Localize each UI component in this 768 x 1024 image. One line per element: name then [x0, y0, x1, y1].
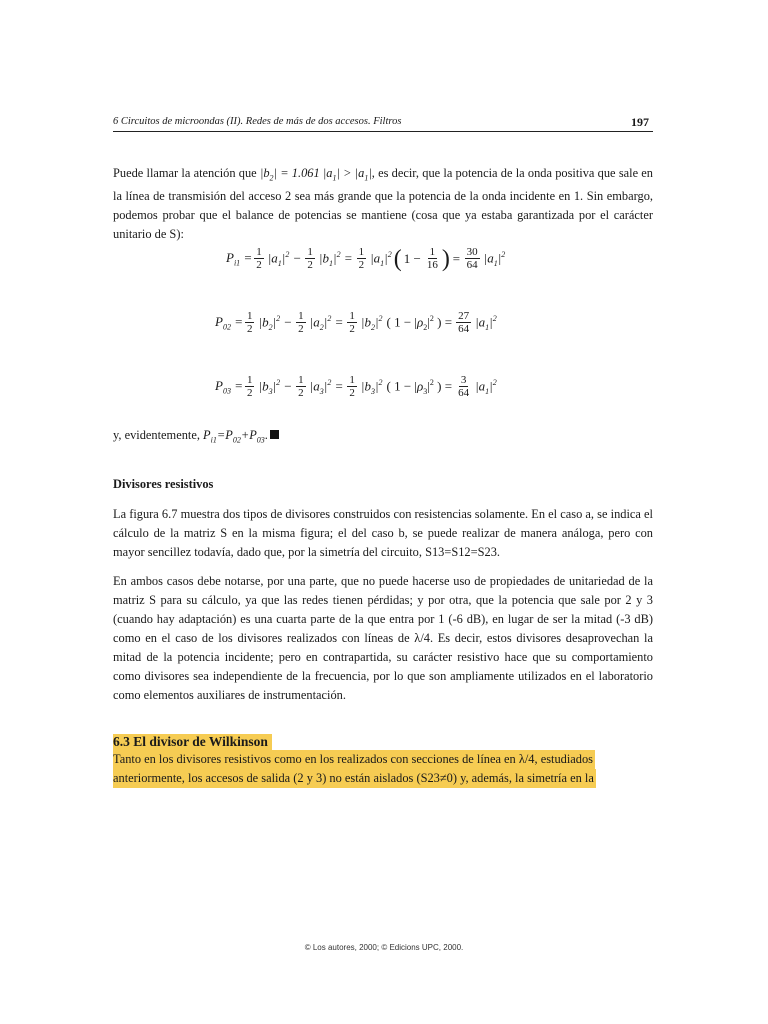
equation-p-i1: $P_{i1}$ = $\frac{1}{2}$ $|a_1|^2$ − $\frac{1}{2}$ $|b_1|^2$ = $\frac{1}{2}$ $|a_1|^2$ ( 1 − $\frac{1}{16}$ ) = $\frac{30}{64}$ $|a_1|^2$ — [226, 245, 506, 272]
magnitude-inequality: $|b_2| = 1.061$ $|a_1| > |a_1|$ — [259, 166, 372, 183]
highlighted-line-2: anteriormente, los accesos de salida (2 y 3) no están aislados (S23≠0) y, además, la simetría en la — [113, 769, 596, 788]
conclusion-line: y, evidentemente, $P_{i1}=P_{02}+P_{03}$. — [113, 426, 653, 449]
end-of-proof-square-icon — [270, 430, 279, 439]
header-rule — [113, 131, 653, 132]
page-number: 197 — [631, 115, 649, 129]
intro-line1-post: , es decir, que la potencia de la onda positiva que — [371, 166, 616, 180]
running-header: 6 Circuitos de microondas (II). Redes de más de dos accesos. Filtros — [113, 116, 402, 127]
highlighted-line-1: Tanto en los divisores resistivos como en los realizados con secciones de línea en λ/4, estudiados — [113, 750, 595, 769]
equation-p-03: $P_{03}$ = $\frac{1}{2}$ $|b_3|^2$ − $\frac{1}{2}$ $|a_3|^2$ = $\frac{1}{2}$ $|b_3|^2$ ( $1 - |\rho_3|^2$ ) = $\frac{3}{64}$ $|a_1|^2$ — [215, 374, 497, 399]
equation-p-02: $P_{02}$ = $\frac{1}{2}$ $|b_2|^2$ − $\frac{1}{2}$ $|a_2|^2$ = $\frac{1}{2}$ $|b_2|^2$ ( $1 - |\rho_2|^2$ ) = $\frac{27}{64}$ $|a_1|^2$ — [215, 310, 497, 335]
paragraph-divisores-1: La figura 6.7 muestra dos tipos de divisores construidos con resistencias solamente. En el caso a, se indica el cálculo de la matriz S en la misma figura; el del caso b, se puede realizar de manera análoga, pero con mayor sencillez todavía, dado que, por la simetría del circuito, S13=S12=S23. — [113, 507, 653, 559]
intro-line1-pre: Puede llamar la atención que — [113, 166, 257, 180]
section-title-wilkinson: 6.3 El divisor de Wilkinson — [113, 734, 272, 750]
section-heading-divisores: Divisores resistivos — [113, 477, 214, 491]
paragraph-divisores-2: En ambos casos debe notarse, por una parte, que no puede hacerse uso de propiedades de unitariedad de la matriz S para su cálculo, ya que las redes tienen pérdidas; y por otra, que la potencia que sale por 2 y 3 (cuando hay adaptación) es una cuarta parte de la que entra por 1 (-6 dB), en lugar de ser la mitad (-3 dB) como en el caso de los divisores realizados con líneas de λ/4. Es decir, estos divisores desaprovechan la mitad de la potencia incidente; pero en contrapartida, su carácter resistivo hace que su comportamiento como divisores sea independiente de la frecuencia, por lo que son ampliamente utilizados en el laboratorio como elementos auxiliares de instrumentación. — [113, 574, 653, 702]
intro-paragraph — [113, 164, 653, 244]
copyright-footer: © Los autores, 2000; © Edicions UPC, 2000. — [304, 943, 464, 952]
intro-rest: sale en la línea de transmisión del acceso 2 sea más grande que la potencia de la onda incidente en 1. Sin embargo, podemos probar que el balance de potencias se mantiene (cosa que ya estaba garantizada por el carácter unitario de S): — [113, 166, 654, 242]
